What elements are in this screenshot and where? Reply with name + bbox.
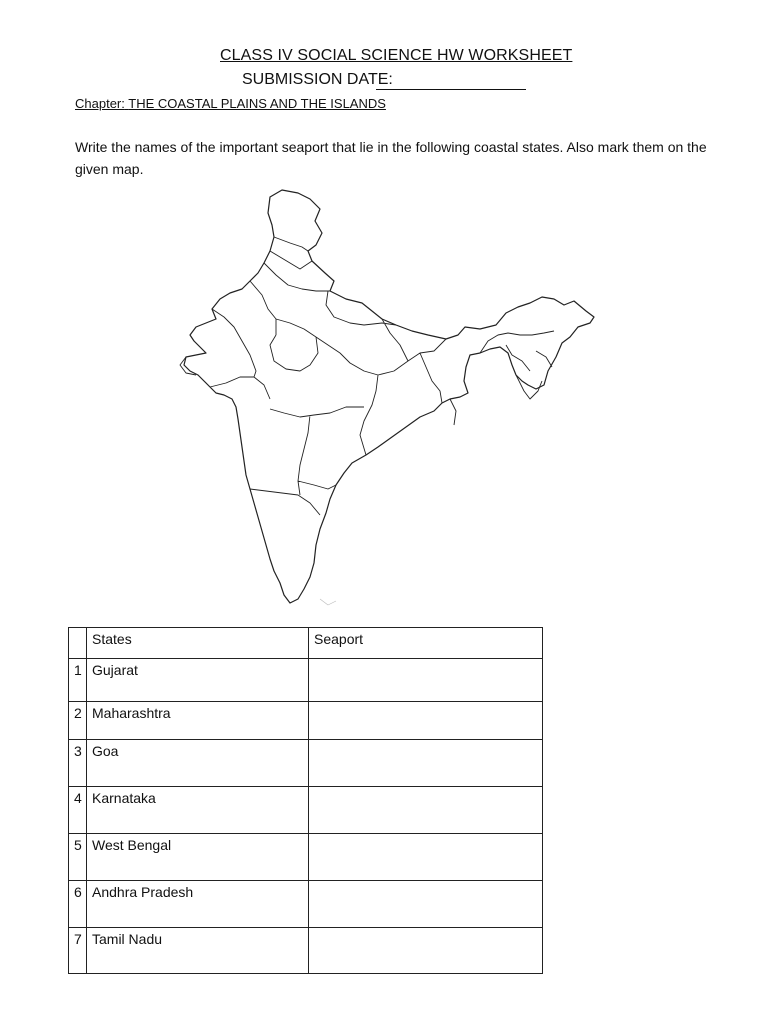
instruction-text: Write the names of the important seaport that lie in the following coastal states. Also mark them on the given map. [75, 139, 707, 177]
table-row [69, 740, 543, 787]
row-state: Maharashtra [87, 702, 309, 740]
table-row [69, 881, 543, 928]
header-seaport: Seaport [309, 628, 543, 659]
table-row [69, 928, 543, 974]
row-state: Goa [87, 740, 309, 787]
chapter-label: Chapter: [75, 96, 125, 111]
seaport-answer-cell[interactable] [309, 659, 543, 702]
chapter-name: THE COASTAL PLAINS AND THE ISLANDS [128, 96, 386, 111]
row-state: Karnataka [87, 787, 309, 834]
seaport-table [68, 627, 543, 974]
table-row [69, 834, 543, 881]
seaport-answer-cell[interactable] [309, 787, 543, 834]
row-state: Gujarat [87, 659, 309, 702]
row-number: 6 [69, 881, 87, 928]
header-states: States [87, 628, 309, 659]
submission-date-blank[interactable] [376, 89, 526, 90]
row-number: 5 [69, 834, 87, 881]
row-state: Andhra Pradesh [87, 881, 309, 928]
row-number: 2 [69, 702, 87, 740]
seaport-answer-cell[interactable] [309, 834, 543, 881]
row-number: 4 [69, 787, 87, 834]
worksheet-title: CLASS IV SOCIAL SCIENCE HW WORKSHEET [220, 47, 573, 64]
row-number: 1 [69, 659, 87, 702]
row-state: Tamil Nadu [87, 928, 309, 974]
row-number: 7 [69, 928, 87, 974]
table-row [69, 702, 543, 740]
table-header-row [69, 628, 543, 659]
seaport-answer-cell[interactable] [309, 881, 543, 928]
header-number [69, 628, 87, 659]
state-boundaries [210, 237, 554, 515]
sri-lanka-hint [320, 599, 336, 605]
table-row [69, 787, 543, 834]
seaport-answer-cell[interactable] [309, 702, 543, 740]
submission-date-label: SUBMISSION DATE: [242, 71, 393, 88]
row-number: 3 [69, 740, 87, 787]
chapter-heading [75, 96, 386, 111]
seaport-answer-cell[interactable] [309, 740, 543, 787]
seaport-answer-cell[interactable] [309, 928, 543, 974]
table-row [69, 659, 543, 702]
row-state: West Bengal [87, 834, 309, 881]
india-outline-map [150, 185, 610, 610]
